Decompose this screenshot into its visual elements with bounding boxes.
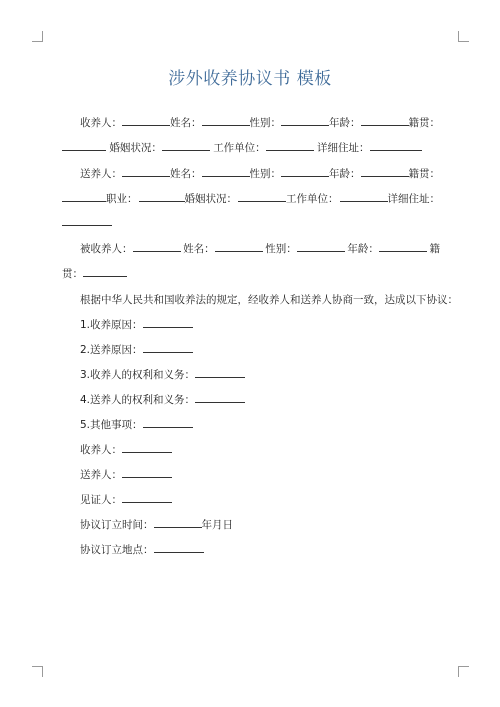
signature-witness: 见证人：: [62, 493, 440, 507]
giver-address-blank[interactable]: [62, 216, 112, 226]
giver-job-blank[interactable]: [139, 192, 185, 202]
giver-marital-blank[interactable]: [238, 192, 286, 202]
giver-blank[interactable]: [122, 167, 170, 177]
item-4-blank[interactable]: [195, 393, 245, 403]
crop-mark-bottom-left: [32, 666, 43, 677]
item-3-blank[interactable]: [195, 368, 245, 378]
item-2: 2.送养原因：: [62, 343, 440, 357]
adoptee-info-line-2: 贯：: [62, 267, 440, 281]
adoptee-age-blank[interactable]: [379, 242, 427, 252]
adoptee-info-line-1: 被收养人： 姓名： 性别： 年龄： 籍: [80, 243, 440, 255]
adopter-native-blank[interactable]: [62, 141, 106, 151]
signature-witness-blank[interactable]: [122, 493, 172, 503]
adopter-info-line-2: 婚姻状况： 工作单位： 详细住址：: [62, 141, 440, 155]
intro-paragraph: 根据中华人民共和国收养法的规定，经收养人和送养人协商一致，达成以下协议：: [80, 294, 458, 306]
signature-giver: 送养人：: [62, 468, 440, 482]
adopter-name-blank[interactable]: [202, 116, 250, 126]
giver-native-blank[interactable]: [62, 192, 106, 202]
crop-mark-top-left: [32, 31, 43, 42]
giver-info-line-2: 职业： 婚姻状况： 工作单位： 详细住址：: [62, 192, 440, 206]
adopter-blank[interactable]: [122, 116, 170, 126]
giver-work-blank[interactable]: [340, 192, 388, 202]
item-1: 1.收养原因：: [62, 318, 440, 332]
item-2-blank[interactable]: [143, 343, 193, 353]
signature-giver-blank[interactable]: [122, 468, 172, 478]
agreement-place-blank[interactable]: [154, 543, 204, 553]
item-3: 3.收养人的权利和义务：: [62, 368, 440, 382]
adoptee-name-blank[interactable]: [215, 242, 263, 252]
crop-mark-top-right: [458, 31, 469, 42]
giver-name-blank[interactable]: [202, 167, 250, 177]
giver-info-line-1: 送养人： 姓名： 性别： 年龄： 籍贯：: [80, 168, 440, 180]
item-4: 4.送养人的权利和义务：: [62, 393, 440, 407]
adopter-work-blank[interactable]: [266, 141, 314, 151]
signature-adopter-blank[interactable]: [122, 443, 172, 453]
crop-mark-bottom-right: [458, 666, 469, 677]
agreement-place: 协议订立地点：: [62, 543, 440, 557]
adopter-address-blank[interactable]: [370, 141, 422, 151]
item-5-blank[interactable]: [143, 418, 193, 428]
adoptee-gender-blank[interactable]: [297, 242, 345, 252]
document-title: 涉外收养协议书 模板: [168, 69, 332, 89]
agreement-date: 协议订立时间： 年月日: [80, 519, 233, 531]
adoptee-native-blank[interactable]: [83, 267, 127, 277]
adopter-age-blank[interactable]: [361, 116, 409, 126]
giver-gender-blank[interactable]: [281, 167, 329, 177]
giver-info-line-3: [62, 216, 440, 230]
adoptee-blank[interactable]: [133, 242, 181, 252]
giver-age-blank[interactable]: [361, 167, 409, 177]
signature-adopter: 收养人：: [62, 443, 440, 457]
adopter-gender-blank[interactable]: [281, 116, 329, 126]
agreement-date-blank[interactable]: [154, 518, 202, 528]
item-1-blank[interactable]: [143, 318, 193, 328]
adopter-info-line-1: 收养人： 姓名： 性别： 年龄： 籍贯：: [80, 117, 440, 129]
item-5: 5.其他事项：: [62, 418, 440, 432]
adopter-marital-blank[interactable]: [162, 141, 210, 151]
